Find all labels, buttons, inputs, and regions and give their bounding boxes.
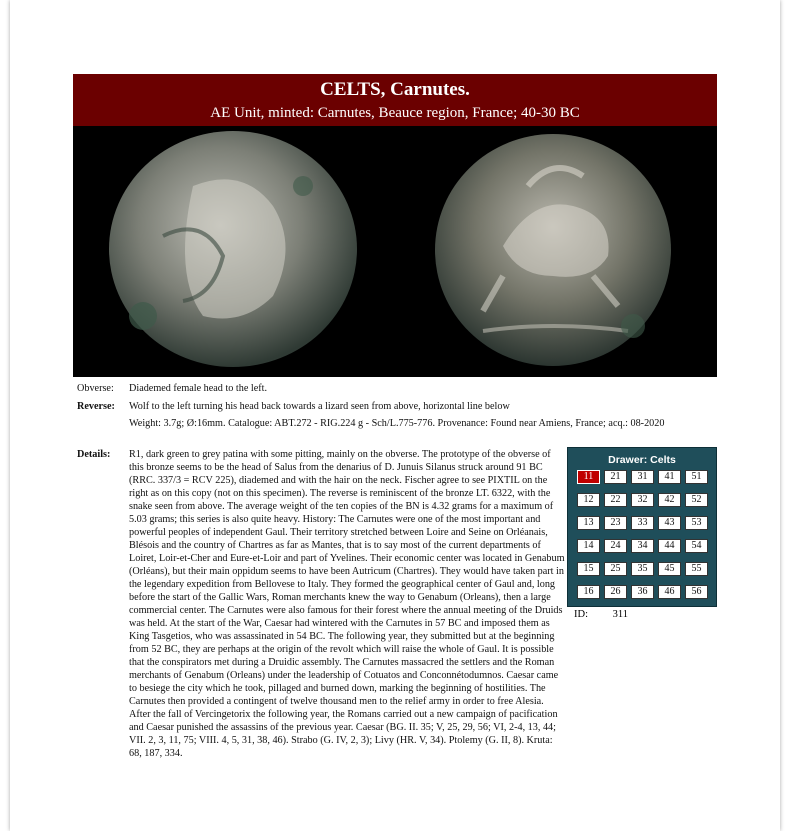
drawer-title: Drawer: Celts bbox=[608, 454, 676, 466]
drawer-cell[interactable]: 14 bbox=[577, 539, 600, 553]
drawer-cell[interactable]: 22 bbox=[604, 493, 627, 507]
drawer-cell[interactable]: 54 bbox=[685, 539, 708, 553]
reverse-description: Wolf to the left turning his head back towards a lizard seen from above, horizontal line below bbox=[129, 401, 510, 412]
drawer-grid bbox=[577, 470, 708, 599]
drawer-cell[interactable]: 46 bbox=[658, 585, 681, 599]
drawer-cell[interactable]: 23 bbox=[604, 516, 627, 530]
reverse-label: Reverse: bbox=[77, 401, 115, 412]
id-label: ID: bbox=[574, 609, 588, 620]
drawer-cell[interactable]: 34 bbox=[631, 539, 654, 553]
drawer-cell[interactable]: 51 bbox=[685, 470, 708, 484]
drawer-cell[interactable]: 55 bbox=[685, 562, 708, 576]
details-text: R1, dark green to grey patina with some pitting, mainly on the obverse. The prototype of the obverse of this bronze seems to be the head of Salus from the denarius of D. Junuis Silanus struck around 91 BC (RRC. 337/3 = RCV 225), diademed and with the hair on the neck. Fischer agree to see PIXTIL on the right as on this copy (not on this specimen). The reverse is reminiscent of the bronze LT. 6322, with the snake seen from above. The average weight of the ten copies of the BN is 4.32 grams for a maximum of 5.03 grams; this series is also quite heavy. History: The Carnutes were one of the most important and powerful peoples of independent Gaul. Their territory stretched between Loire and Seine on Orléanais, Blésois and the country of Chartres as far as Mantes, that is to say most of the current departments of Loiret, Loir-et-Cher and Eure-et-Loir and part of Yvelines. Their economic center was located in Genabum (Orléans), but their main oppidum seems to have been Autricum (Chartres). They would have taken part in the legendary expedition from Bellovese to Italy. They formed the geographical center of Gaul and, long before the start of the Gallic Wars, Roman merchants knew the way to Genabum (Orleans), then a large commercial center. The Carnutes were also famous for their forest where the annual meeting of the Druids was held. At the start of the War, Caesar had wintered with the Carnutes in 57 BC and imposed them as King Tasgetios, who was assassinated in 54 BC. The following year, they submitted but at the beginning from 52 BC, they are perhaps at the origin of the revolt which will raise the whole of Gaul. It is possible that the conspirators met during a Druidic assembly. The Carnutes massacred the settlers and the Roman merchants of Genabum (Orleans) under the leadership of Cotuatos and Conconnétodumnos. Caesar came to besiege the city which he took, pillaged and burned down, marking the beginning of hostilities. The Carnutes then provided a contingent of twelve thousand men to the relief army in order to free Alesia. After the fall of Vercingetorix the following year, the Romans carried out a new campaign of pacification and Caesar punished the assassins of the previous year. Caesar (BG. II. 35; V, 25, 29, 56; VI, 2-4, 13, 44; VII. 2, 3, 11, 75; VIII. 4, 5, 31, 38, 46). Strabo (G. IV, 2, 3); Livy (HR. V, 34). Ptolemy (G. II, 8). Kruta: 68, 187, 334. bbox=[129, 449, 565, 759]
drawer-cell[interactable]: 56 bbox=[685, 585, 708, 599]
drawer-cell[interactable]: 26 bbox=[604, 585, 627, 599]
drawer-cell[interactable]: 32 bbox=[631, 493, 654, 507]
obverse-label: Obverse: bbox=[77, 383, 114, 394]
coin-header bbox=[73, 74, 717, 126]
drawer-cell[interactable]: 33 bbox=[631, 516, 654, 530]
drawer-cell[interactable]: 53 bbox=[685, 516, 708, 530]
drawer-cell[interactable]: 52 bbox=[685, 493, 708, 507]
drawer-cell[interactable]: 12 bbox=[577, 493, 600, 507]
page-subtitle: AE Unit, minted: Carnutes, Beauce region, France; 40-30 BC bbox=[210, 105, 580, 121]
drawer-cell[interactable]: 24 bbox=[604, 539, 627, 553]
page-title: CELTS, Carnutes. bbox=[320, 79, 470, 100]
drawer-cell[interactable]: 35 bbox=[631, 562, 654, 576]
drawer-cell[interactable]: 25 bbox=[604, 562, 627, 576]
drawer-cell[interactable]: 21 bbox=[604, 470, 627, 484]
drawer-cell[interactable]: 43 bbox=[658, 516, 681, 530]
obverse-description: Diademed female head to the left. bbox=[129, 383, 268, 394]
drawer-cell[interactable]: 13 bbox=[577, 516, 600, 530]
coin-metadata: Weight: 3.7g; Ø:16mm. Catalogue: ABT.272 - RIG.224 g - Sch/L.775-776. Provenance: Found near Amiens, France; acq.: 08-2020 bbox=[129, 418, 665, 429]
coin-image bbox=[73, 126, 717, 377]
id-value: 311 bbox=[612, 609, 628, 620]
coin-photo bbox=[73, 126, 717, 377]
drawer-cell[interactable]: 41 bbox=[658, 470, 681, 484]
drawer-cell[interactable]: 42 bbox=[658, 493, 681, 507]
drawer-panel bbox=[567, 447, 717, 607]
coin-id bbox=[574, 609, 628, 620]
drawer-cell[interactable]: 16 bbox=[577, 585, 600, 599]
details-label: Details: bbox=[77, 449, 111, 460]
drawer-cell[interactable]: 15 bbox=[577, 562, 600, 576]
drawer-cell[interactable]: 31 bbox=[631, 470, 654, 484]
drawer-cell[interactable]: 45 bbox=[658, 562, 681, 576]
drawer-cell[interactable]: 11 bbox=[577, 470, 600, 484]
drawer-cell[interactable]: 36 bbox=[631, 585, 654, 599]
drawer-cell[interactable]: 44 bbox=[658, 539, 681, 553]
